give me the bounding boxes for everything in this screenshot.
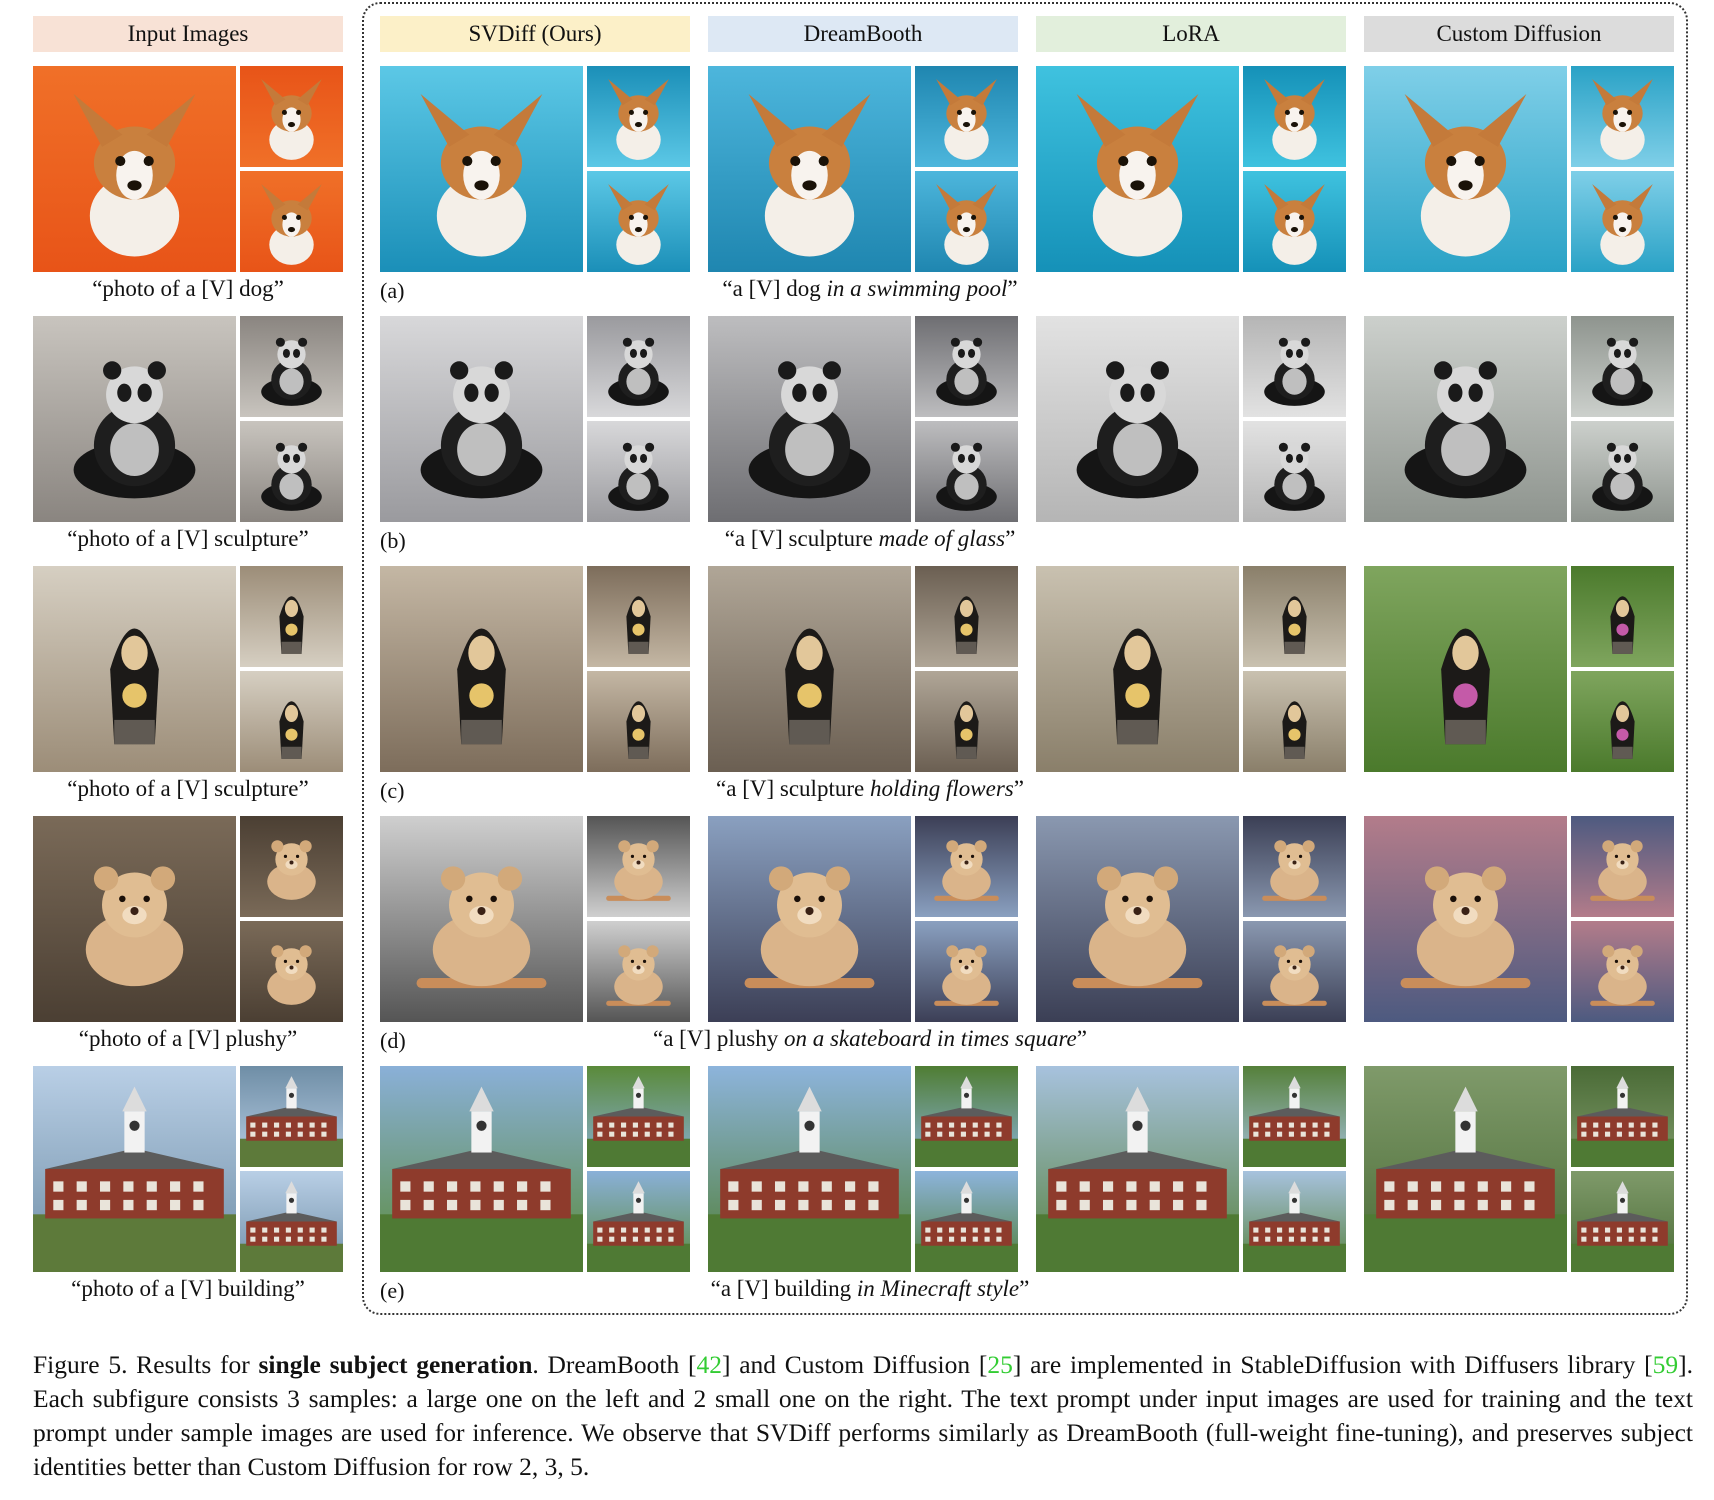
custom-diffusion-e-large-image xyxy=(1364,1066,1567,1272)
svdiff-e-small-image-bottom xyxy=(587,1171,690,1272)
lora-d-small-image-top xyxy=(1243,816,1346,917)
gen-prompt-c-suffix: ” xyxy=(1013,776,1024,801)
lora-e-large-image xyxy=(1036,1066,1239,1272)
header-svdiff: SVDiff (Ours) xyxy=(380,16,690,52)
svdiff-d-small-image-bottom xyxy=(587,921,690,1022)
input-prompt-e: “photo of a [V] building” xyxy=(71,1276,305,1301)
svdiff-c-small-image-bottom xyxy=(587,671,690,772)
header-dreambooth: DreamBooth xyxy=(708,16,1018,52)
lora-c-small-image-bottom xyxy=(1243,671,1346,772)
gen-prompt-a-italic: in a swimming pool xyxy=(826,276,1008,301)
gen-prompt-a-prefix: “a [V] dog xyxy=(722,276,827,301)
input-b-small-image-bottom xyxy=(240,421,343,522)
svdiff-c-small-image-top xyxy=(587,566,690,667)
svdiff-a-small-image-top xyxy=(587,66,690,167)
citation-59[interactable]: 59 xyxy=(1652,1350,1679,1379)
input-e-small-image-top xyxy=(240,1066,343,1167)
input-b-small-image-top xyxy=(240,316,343,417)
lora-b-small-image-top xyxy=(1243,316,1346,417)
citation-25[interactable]: 25 xyxy=(987,1350,1013,1379)
gen-prompt-a-suffix: ” xyxy=(1007,276,1018,301)
custom-diffusion-d-small-image-top xyxy=(1571,816,1674,917)
lora-a-small-image-bottom xyxy=(1243,171,1346,272)
svdiff-c-large-image xyxy=(380,566,583,772)
input-d-large-image xyxy=(33,816,236,1022)
input-e-small-image-bottom xyxy=(240,1171,343,1272)
gen-prompt-b-suffix: ” xyxy=(1005,526,1016,551)
custom-diffusion-d-large-image xyxy=(1364,816,1567,1022)
custom-diffusion-a-large-image xyxy=(1364,66,1567,272)
custom-diffusion-c-small-image-top xyxy=(1571,566,1674,667)
svdiff-b-small-image-bottom xyxy=(587,421,690,522)
custom-diffusion-c-small-image-bottom xyxy=(1571,671,1674,772)
dreambooth-d-small-image-top xyxy=(915,816,1018,917)
svdiff-a-large-image xyxy=(380,66,583,272)
custom-diffusion-b-small-image-bottom xyxy=(1571,421,1674,522)
lora-d-large-image xyxy=(1036,816,1239,1022)
gen-prompt-e-prefix: “a [V] building xyxy=(710,1276,857,1301)
custom-diffusion-e-small-image-top xyxy=(1571,1066,1674,1167)
svdiff-e-large-image xyxy=(380,1066,583,1272)
gen-prompt-e xyxy=(370,1276,1370,1302)
dreambooth-d-large-image xyxy=(708,816,911,1022)
custom-diffusion-d-small-image-bottom xyxy=(1571,921,1674,1022)
row-label-a: (a) xyxy=(380,278,405,303)
gen-prompt-d-italic: on a skateboard in times square xyxy=(783,1026,1077,1051)
dreambooth-d-small-image-bottom xyxy=(915,921,1018,1022)
dreambooth-e-small-image-bottom xyxy=(915,1171,1018,1272)
input-a-small-image-top xyxy=(240,66,343,167)
lora-e-small-image-top xyxy=(1243,1066,1346,1167)
dreambooth-c-large-image xyxy=(708,566,911,772)
gen-prompt-c-prefix: “a [V] sculpture xyxy=(716,776,870,801)
dreambooth-a-large-image xyxy=(708,66,911,272)
gen-prompt-e-italic: in Minecraft style xyxy=(856,1276,1020,1301)
lora-c-small-image-top xyxy=(1243,566,1346,667)
input-c-large-image xyxy=(33,566,236,772)
dreambooth-e-large-image xyxy=(708,1066,911,1272)
input-c-small-image-top xyxy=(240,566,343,667)
dreambooth-b-large-image xyxy=(708,316,911,522)
lora-b-small-image-bottom xyxy=(1243,421,1346,522)
header-custom-diffusion: Custom Diffusion xyxy=(1364,16,1674,52)
input-b-large-image xyxy=(33,316,236,522)
input-e-large-image xyxy=(33,1066,236,1272)
gen-prompt-b-prefix: “a [V] sculpture xyxy=(724,526,879,551)
input-d-small-image-top xyxy=(240,816,343,917)
custom-diffusion-b-small-image-top xyxy=(1571,316,1674,417)
input-prompt-a: “photo of a [V] dog” xyxy=(92,276,284,301)
dreambooth-b-small-image-bottom xyxy=(915,421,1018,522)
dreambooth-c-small-image-bottom xyxy=(915,671,1018,772)
gen-prompt-c-italic: holding flowers xyxy=(869,776,1014,801)
caption-text-1: Figure 5. Results for xyxy=(33,1350,259,1379)
custom-diffusion-a-small-image-top xyxy=(1571,66,1674,167)
gen-prompt-c xyxy=(370,776,1370,802)
header-input-images: Input Images xyxy=(33,16,343,52)
input-prompt-c: “photo of a [V] sculpture” xyxy=(67,776,309,801)
input-a-large-image xyxy=(33,66,236,272)
lora-c-large-image xyxy=(1036,566,1239,772)
input-a-small-image-bottom xyxy=(240,171,343,272)
gen-prompt-d-suffix: ” xyxy=(1076,1026,1087,1051)
row-label-b: (b) xyxy=(380,528,406,553)
header-lora: LoRA xyxy=(1036,16,1346,52)
svdiff-e-small-image-top xyxy=(587,1066,690,1167)
svdiff-b-small-image-top xyxy=(587,316,690,417)
gen-prompt-d-prefix: “a [V] plushy xyxy=(653,1026,784,1051)
row-label-c: (c) xyxy=(380,778,405,803)
dreambooth-c-small-image-top xyxy=(915,566,1018,667)
caption-text-3: ] and Custom Diffusion [ xyxy=(721,1350,988,1379)
svdiff-b-large-image xyxy=(380,316,583,522)
custom-diffusion-c-large-image xyxy=(1364,566,1567,772)
input-prompt-b: “photo of a [V] sculpture” xyxy=(67,526,309,551)
lora-e-small-image-bottom xyxy=(1243,1171,1346,1272)
caption-text-4: ] are implemented in StableDiffusion with Diffusers library [ xyxy=(1012,1350,1653,1379)
caption-text-5: ]. Each subfigure consists 3 samples: a large one on the left and 2 small one on the right. The text prompt under input images are used for training and the text prompt under sample images are used for inference. We observe that SVDiff performs similarly as DreamBooth (full-weight fine-tuning), and preserves subject identities better than Custom Diffusion for row 2, 3, 5. xyxy=(33,1350,1694,1481)
gen-prompt-b xyxy=(370,526,1370,552)
input-d-small-image-bottom xyxy=(240,921,343,1022)
figure-caption xyxy=(33,1348,1693,1484)
gen-prompt-d xyxy=(370,1026,1370,1052)
custom-diffusion-b-large-image xyxy=(1364,316,1567,522)
input-c-small-image-bottom xyxy=(240,671,343,772)
citation-42[interactable]: 42 xyxy=(696,1350,722,1379)
input-prompt-d: “photo of a [V] plushy” xyxy=(78,1026,298,1051)
dreambooth-a-small-image-bottom xyxy=(915,171,1018,272)
lora-a-large-image xyxy=(1036,66,1239,272)
lora-b-large-image xyxy=(1036,316,1239,522)
dreambooth-a-small-image-top xyxy=(915,66,1018,167)
gen-prompt-b-italic: made of glass xyxy=(878,526,1006,551)
svdiff-a-small-image-bottom xyxy=(587,171,690,272)
gen-prompt-e-suffix: ” xyxy=(1019,1276,1030,1301)
lora-d-small-image-bottom xyxy=(1243,921,1346,1022)
custom-diffusion-e-small-image-bottom xyxy=(1571,1171,1674,1272)
gen-prompt-a xyxy=(370,276,1370,302)
caption-text-2: . DreamBooth [ xyxy=(532,1350,697,1379)
svdiff-d-small-image-top xyxy=(587,816,690,917)
row-label-e: (e) xyxy=(380,1278,405,1303)
svdiff-d-large-image xyxy=(380,816,583,1022)
caption-bold: single subject generation xyxy=(258,1350,533,1379)
dreambooth-e-small-image-top xyxy=(915,1066,1018,1167)
row-label-d: (d) xyxy=(380,1028,406,1053)
custom-diffusion-a-small-image-bottom xyxy=(1571,171,1674,272)
lora-a-small-image-top xyxy=(1243,66,1346,167)
dreambooth-b-small-image-top xyxy=(915,316,1018,417)
